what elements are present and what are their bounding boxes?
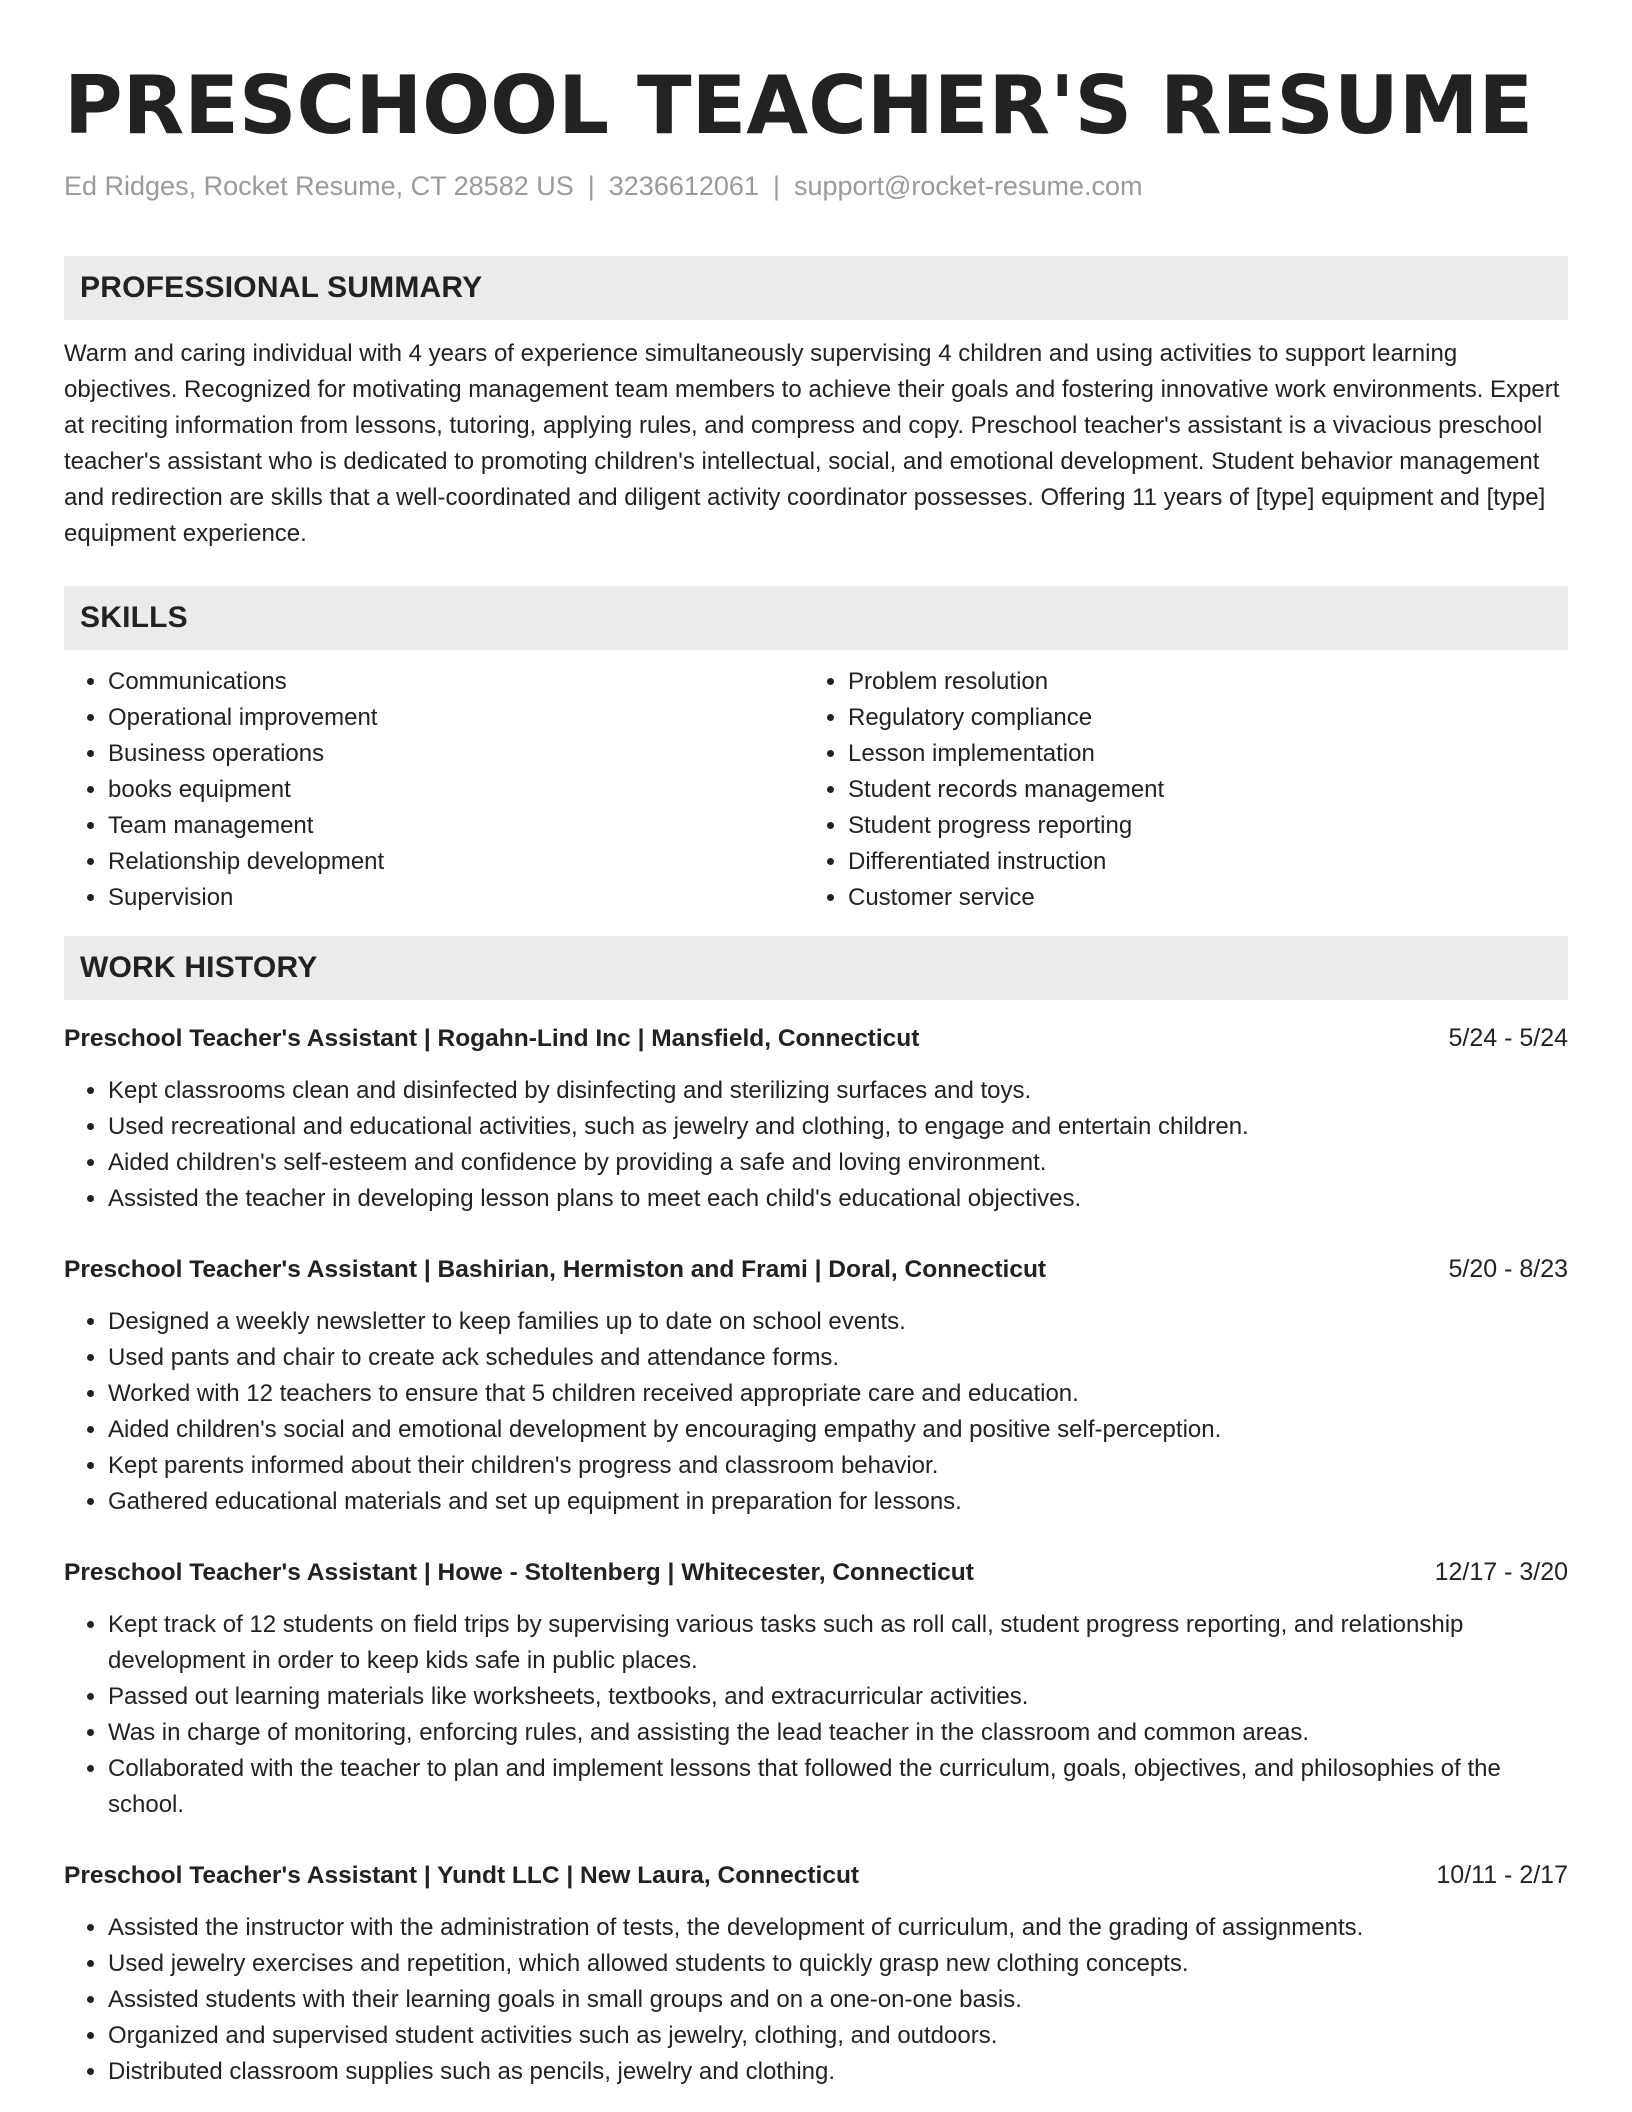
contact-separator: | — [587, 171, 595, 201]
job-duty: • Collaborated with the teacher to plan and implement lessons that followed the curriculum, goals, objectives, and philosophies of the school. — [108, 1751, 1568, 1823]
job-duty: • Organized and supervised student activities such as jewelry, clothing, and outdoors. — [108, 2018, 1568, 2054]
skill-item: • Operational improvement — [108, 700, 804, 736]
job-duty: • Aided children's self-esteem and confidence by providing a safe and loving environment. — [108, 1145, 1568, 1181]
job-duty: • Used pants and chair to create ack schedules and attendance forms. — [108, 1340, 1568, 1376]
skill-item: • Lesson implementation — [848, 736, 1568, 772]
skill-item: • Customer service — [848, 880, 1568, 916]
job-duty: • Designed a weekly newsletter to keep families up to date on school events. — [108, 1304, 1568, 1340]
work-history-heading: WORK HISTORY — [64, 936, 1568, 1000]
job-header — [64, 1554, 1568, 1591]
job-duty: • Kept track of 12 students on field trips by supervising various tasks such as roll call, student progress reporting, and relationship development in order to keep kids safe in public places. — [108, 1607, 1568, 1679]
job-duty: • Used jewelry exercises and repetition, which allowed students to quickly grasp new clothing concepts. — [108, 1946, 1568, 1982]
job-duty: • Passed out learning materials like worksheets, textbooks, and extracurricular activities. — [108, 1679, 1568, 1715]
job-duty: • Was in charge of monitoring, enforcing rules, and assisting the lead teacher in the classroom and common areas. — [108, 1715, 1568, 1751]
job-entry — [64, 1857, 1568, 2090]
job-duties — [64, 1304, 1568, 1520]
job-header — [64, 1857, 1568, 1894]
job-title: Preschool Teacher's Assistant | Howe - Stoltenberg | Whitecester, Connecticut — [64, 1559, 974, 1586]
contact-separator: | — [772, 171, 780, 201]
job-entry — [64, 1554, 1568, 1823]
job-title: Preschool Teacher's Assistant | Rogahn-Lind Inc | Mansfield, Connecticut — [64, 1025, 920, 1052]
skill-item: • Regulatory compliance — [848, 700, 1568, 736]
job-title: Preschool Teacher's Assistant | Yundt LLC | New Laura, Connecticut — [64, 1862, 860, 1889]
resume-title: PRESCHOOL TEACHER'S RESUME — [64, 59, 1534, 152]
job-dates: 10/11 - 2/17 — [1436, 1861, 1568, 1889]
job-duty: • Aided children's social and emotional development by encouraging empathy and positive self-perception. — [108, 1412, 1568, 1448]
job-duty: • Kept classrooms clean and disinfected by disinfecting and sterilizing surfaces and toys. — [108, 1073, 1568, 1109]
skill-item: • Student records management — [848, 772, 1568, 808]
job-dates: 5/20 - 8/23 — [1448, 1255, 1568, 1283]
skills-list — [64, 664, 1568, 916]
job-duty: • Gathered educational materials and set up equipment in preparation for lessons. — [108, 1484, 1568, 1520]
skill-item: • Relationship development — [108, 844, 804, 880]
job-entry — [64, 1020, 1568, 1217]
skill-item: • Student progress reporting — [848, 808, 1568, 844]
job-duty: • Assisted students with their learning goals in small groups and on a one-on-one basis. — [108, 1982, 1568, 2018]
job-duty: • Assisted the instructor with the administration of tests, the development of curriculum, and the grading of assignments. — [108, 1910, 1568, 1946]
contact-line — [64, 168, 1568, 204]
skills-heading: SKILLS — [64, 586, 1568, 650]
job-entry — [64, 1251, 1568, 1520]
job-duty: • Used recreational and educational activities, such as jewelry and clothing, to engage and entertain children. — [108, 1109, 1568, 1145]
job-header — [64, 1251, 1568, 1288]
job-duty: • Distributed classroom supplies such as pencils, jewelry and clothing. — [108, 2054, 1568, 2090]
skill-item: • Problem resolution — [848, 664, 1568, 700]
skill-item: • Supervision — [108, 880, 804, 916]
job-duties — [64, 1073, 1568, 1217]
summary-heading: PROFESSIONAL SUMMARY — [64, 256, 1568, 320]
job-duty: • Worked with 12 teachers to ensure that 5 children received appropriate care and education. — [108, 1376, 1568, 1412]
summary-text: Warm and caring individual with 4 years of experience simultaneously supervising 4 children and using activities to support learning objectives. Recognized for motivating management team members to achieve their goals and fostering innovative work environments. Expert at reciting information from lessons, tutoring, applying rules, and compress and copy. Preschool teacher's assistant is a vivacious preschool teacher's assistant who is dedicated to promoting children's intellectual, social, and emotional development. Student behavior management and redirection are skills that a well-coordinated and diligent activity coordinator possesses. Offering 11 years of [type] equipment and [type] equipment experience. — [64, 340, 1560, 547]
skill-item: • Differentiated instruction — [848, 844, 1568, 880]
contact-phone: 3236612061 — [608, 171, 759, 201]
skill-item: • Communications — [108, 664, 804, 700]
job-title: Preschool Teacher's Assistant | Bashirian, Hermiston and Frami | Doral, Connecticut — [64, 1256, 1047, 1283]
skills-column-right — [804, 664, 1568, 916]
skill-item: • books equipment — [108, 772, 804, 808]
job-dates: 12/17 - 3/20 — [1434, 1558, 1568, 1586]
contact-address: Ed Ridges, Rocket Resume, CT 28582 US — [64, 171, 574, 201]
job-duty: • Kept parents informed about their children's progress and classroom behavior. — [108, 1448, 1568, 1484]
job-dates: 5/24 - 5/24 — [1448, 1024, 1568, 1052]
job-header — [64, 1020, 1568, 1057]
job-duties — [64, 1607, 1568, 1823]
job-duty: • Assisted the teacher in developing lesson plans to meet each child's educational objectives. — [108, 1181, 1568, 1217]
skills-column-left — [64, 664, 804, 916]
skill-item: • Business operations — [108, 736, 804, 772]
skill-item: • Team management — [108, 808, 804, 844]
job-duties — [64, 1910, 1568, 2090]
contact-email: support@rocket-resume.com — [793, 171, 1143, 201]
